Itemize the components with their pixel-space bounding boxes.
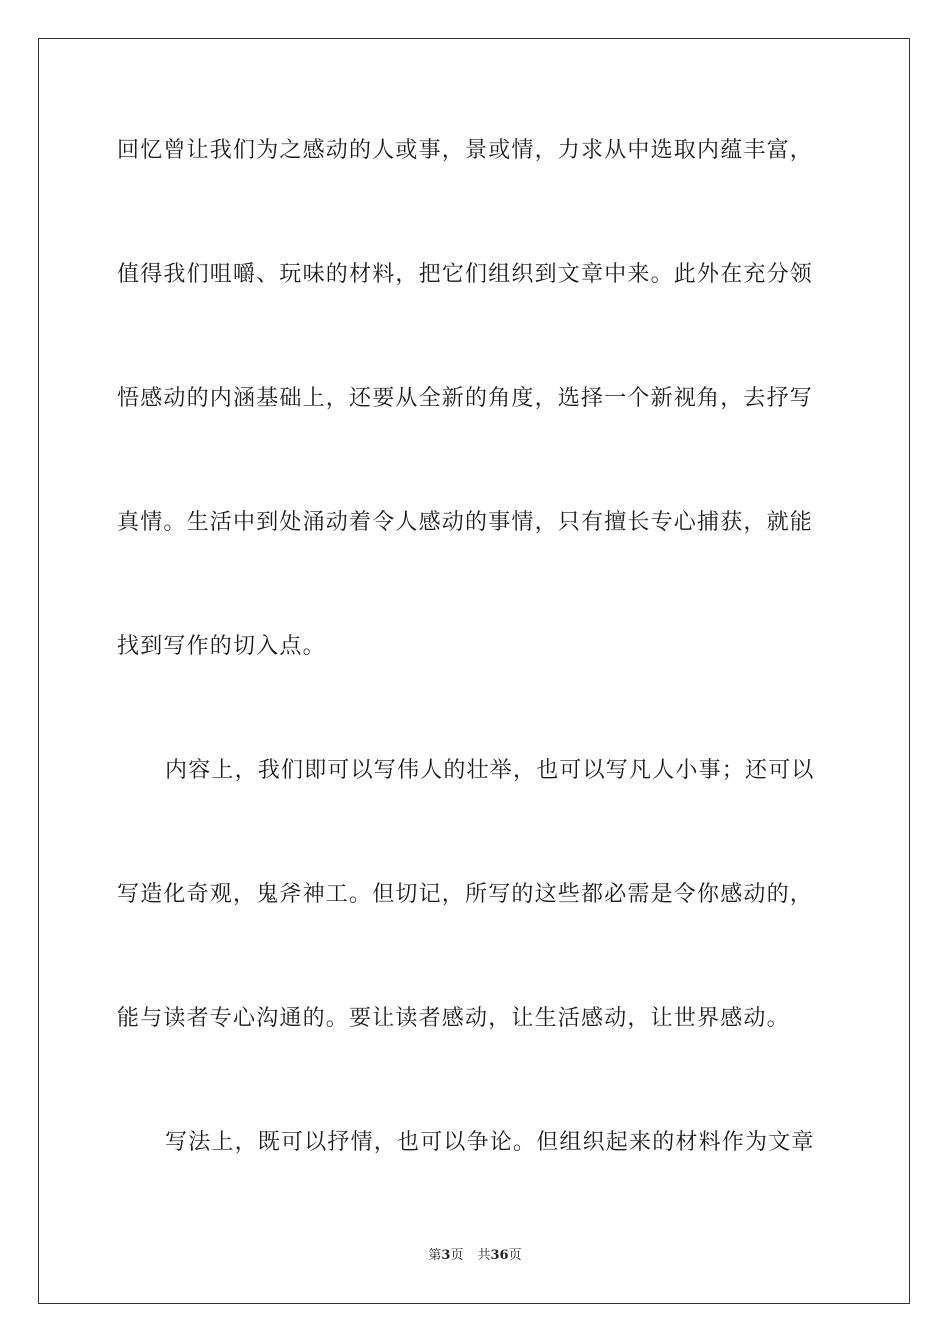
- text-line: 回忆曾让我们为之感动的人或事，景或情，力求从中选取内蕴丰富，: [117, 138, 814, 163]
- page-prefix: 第: [428, 1248, 442, 1263]
- text-line: 值得我们咀嚼、玩味的材料，把它们组织到文章中来。此外在充分领: [117, 262, 814, 287]
- total-prefix: 共: [477, 1248, 491, 1263]
- text-line: 真情。生活中到处涌动着令人感动的事情，只有擅长专心捕获，就能: [117, 510, 814, 535]
- text-line: 写造化奇观，鬼斧神工。但切记，所写的这些都必需是令你感动的，: [117, 882, 814, 907]
- paragraph-start-line: 写法上，既可以抒情，也可以争论。但组织起来的材料作为文章: [165, 1130, 815, 1155]
- text-line: 悟感动的内涵基础上，还要从全新的角度，选择一个新视角，去抒写: [117, 386, 814, 411]
- text-line: 找到写作的切入点。: [117, 634, 326, 659]
- paragraph-start-line: 内容上，我们即可以写伟人的壮举，也可以写凡人小事；还可以: [165, 758, 815, 783]
- text-line: 能与读者专心沟通的。要让读者感动，让生活感动，让世界感动。: [117, 1006, 790, 1031]
- total-suffix: 页: [508, 1248, 522, 1263]
- page-footer: [0, 1247, 950, 1265]
- page-suffix: 页: [450, 1248, 464, 1263]
- total-pages: 36: [490, 1248, 509, 1263]
- page-border: [38, 38, 910, 1304]
- page-number: 3: [441, 1248, 451, 1263]
